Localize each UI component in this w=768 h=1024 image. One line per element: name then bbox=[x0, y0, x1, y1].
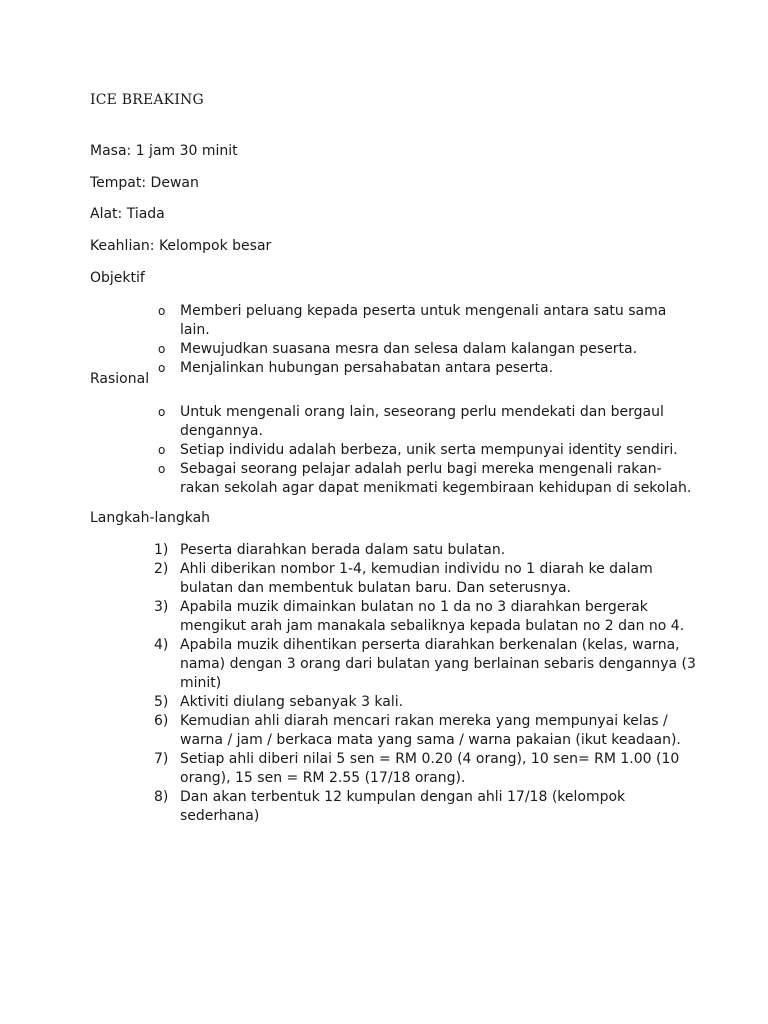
list-item-text: Menjalinkan hubungan persahabatan antara peserta. bbox=[180, 360, 554, 376]
bullet-icon: o bbox=[158, 342, 166, 356]
list-item bbox=[158, 403, 698, 441]
list-item bbox=[158, 340, 698, 359]
step-number: 2) bbox=[154, 561, 169, 577]
bullet-icon: o bbox=[158, 361, 166, 375]
tempat-line: Tempat: Dewan bbox=[90, 175, 199, 191]
list-item-text: Setiap individu adalah berbeza, unik serta mempunyai identity sendiri. bbox=[180, 442, 678, 458]
rasional-list bbox=[158, 403, 698, 498]
list-item bbox=[154, 598, 698, 636]
step-number: 3) bbox=[154, 599, 169, 615]
list-item bbox=[154, 560, 698, 598]
list-item-text: Mewujudkan suasana mesra dan selesa dalam kalangan peserta. bbox=[180, 341, 638, 357]
bullet-icon: o bbox=[158, 304, 166, 318]
list-item bbox=[158, 359, 698, 378]
step-number: 5) bbox=[154, 694, 169, 710]
bullet-icon: o bbox=[158, 405, 166, 419]
list-item bbox=[154, 712, 698, 750]
list-item bbox=[154, 788, 698, 826]
list-item bbox=[158, 460, 698, 498]
step-text: Dan akan terbentuk 12 kumpulan dengan ahli 17/18 (kelompok sederhana) bbox=[180, 789, 626, 824]
list-item bbox=[158, 302, 698, 340]
langkah-list bbox=[154, 541, 698, 826]
alat-line: Alat: Tiada bbox=[90, 206, 165, 222]
objektif-list bbox=[158, 302, 698, 378]
step-number: 1) bbox=[154, 542, 169, 558]
step-text: Apabila muzik dihentikan perserta diarahkan berkenalan (kelas, warna, nama) dengan 3 orang dari bulatan yang berlainan sebaris dengannya (3 minit) bbox=[180, 637, 696, 691]
list-item-text: Memberi peluang kepada peserta untuk mengenali antara satu sama lain. bbox=[180, 303, 667, 338]
step-text: Setiap ahli diberi nilai 5 sen = RM 0.20 (4 orang), 10 sen= RM 1.00 (10 orang), 15 sen = RM 2.55 (17/18 orang). bbox=[180, 751, 680, 786]
step-number: 4) bbox=[154, 637, 169, 653]
step-text: Ahli diberikan nombor 1-4, kemudian individu no 1 diarah ke dalam bulatan dan membentuk bulatan baru. Dan seterusnya. bbox=[180, 561, 653, 596]
step-number: 7) bbox=[154, 751, 169, 767]
step-text: Kemudian ahli diarah mencari rakan mereka yang mempunyai kelas / warna / jam / berkaca mata yang sama / warna pakaian (ikut keadaan). bbox=[180, 713, 681, 748]
list-item-text: Sebagai seorang pelajar adalah perlu bagi mereka mengenali rakan-rakan sekolah agar dapat menikmati kegembiraan kehidupan di sekolah. bbox=[180, 461, 692, 496]
list-item bbox=[154, 750, 698, 788]
step-number: 6) bbox=[154, 713, 169, 729]
list-item-text: Untuk mengenali orang lain, seseorang perlu mendekati dan bergaul dengannya. bbox=[180, 404, 664, 439]
bullet-icon: o bbox=[158, 462, 166, 476]
langkah-heading: Langkah-langkah bbox=[90, 510, 211, 526]
masa-line: Masa: 1 jam 30 minit bbox=[90, 143, 238, 159]
step-text: Peserta diarahkan berada dalam satu bulatan. bbox=[180, 542, 506, 558]
list-item bbox=[154, 693, 698, 712]
objektif-heading: Objektif bbox=[90, 270, 145, 286]
list-item bbox=[154, 541, 698, 560]
bullet-icon: o bbox=[158, 443, 166, 457]
step-text: Apabila muzik dimainkan bulatan no 1 da no 3 diarahkan bergerak mengikut arah jam manakala sebaliknya kepada bulatan no 2 dan no 4. bbox=[180, 599, 685, 634]
document-title: ICE BREAKING bbox=[90, 92, 204, 108]
step-text: Aktiviti diulang sebanyak 3 kali. bbox=[180, 694, 404, 710]
list-item bbox=[158, 441, 698, 460]
step-number: 8) bbox=[154, 789, 169, 805]
rasional-heading: Rasional bbox=[90, 371, 150, 387]
keahlian-line: Keahlian: Kelompok besar bbox=[90, 238, 272, 254]
list-item bbox=[154, 636, 698, 693]
